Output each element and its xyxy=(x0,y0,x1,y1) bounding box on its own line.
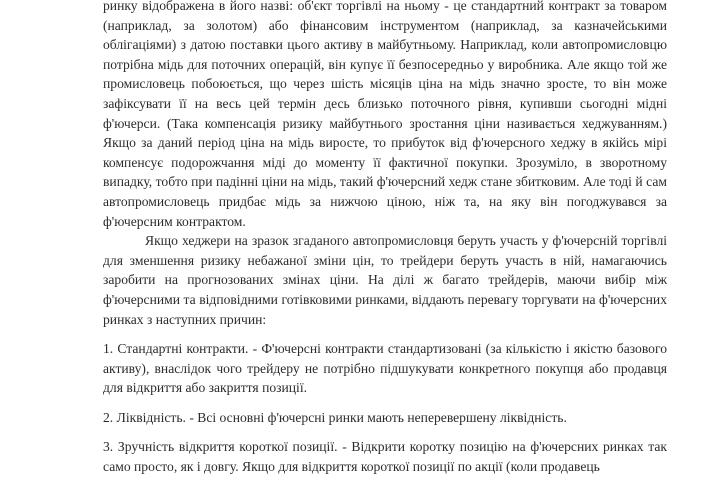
document-body xyxy=(103,0,667,477)
paragraph-traders-preference: Якщо хеджери на зразок згаданого автопромисловця беруть участь у ф'ючерсній торгівлі для зменшення ризику небажаної зміни цін, то трейдери беруть участь в ній, намагаючись заробити на прогнозованих змінах ціни. На ділі ж багато трейдерів, маючи вибір між ф'ючерсними та відповідними готівковими ринками, віддають перевагу торгувати на ф'ючерсних ринках з наступних причин: xyxy=(103,233,667,327)
paragraph-copper-hedging: ринку відображена в його назві: об'єкт торгівлі на ньому - це стандартний контракт за товаром (наприклад, за золотом) або фінансовим інструментом (наприклад, за казначейськими облігаціями) з датою поставки цього активу в майбутньому. Наприклад, коли автопромисловцю потрібна мідь для поточних операцій, він купує її безпосередньо у виробника. Але якщо той же промисловець побоюється, що через шість місяців ціна на мідь значно зросте, то він може зафіксувати її на весь цей термін десь близько поточного рівня, купивши сьогодні мідні ф'ючерси. (Така компенсація ризику майбутнього зростання ціни називається хеджуванням.) Якщо за даний період ціна на мідь виросте, то прибуток від ф'ючерсного хеджу в якійсь мірі компенсує подорожчання міді до моменту її фактичної покупки. Зрозуміло, в зворотному випадку, тобто при падінні ціни на мідь, такий ф'ючерсний хедж стане збитковим. Але тоді й сам автопромисловець придбає мідь за нижчою ціною, ніж та, на яку він погоджувався за ф'ючерсним контрактом. xyxy=(103,0,667,229)
list-item-liquidity: 2. Ліквідність. - Всі основні ф'ючерсні ринки мають неперевершену ліквідність. xyxy=(103,409,567,425)
spacer xyxy=(103,329,667,339)
spacer xyxy=(103,398,667,408)
spacer xyxy=(103,427,667,437)
list-item-short-position: 3. Зручність відкриття короткої позиції. - Відкрити коротку позицію на ф'ючерсних ринках так само просто, як і довгу. Якщо для відкриття короткої позиції по акції (коли продавець xyxy=(103,439,667,475)
list-item-standard-contracts: 1. Стандартні контракти. - Ф'ючерсні контракти стандартизовані (за кількістю і якістю базового активу), внаслідок чого трейдеру не потрібно підшукувати конкретного покупця або продавця для відкриття або закриття позиції. xyxy=(103,341,667,396)
